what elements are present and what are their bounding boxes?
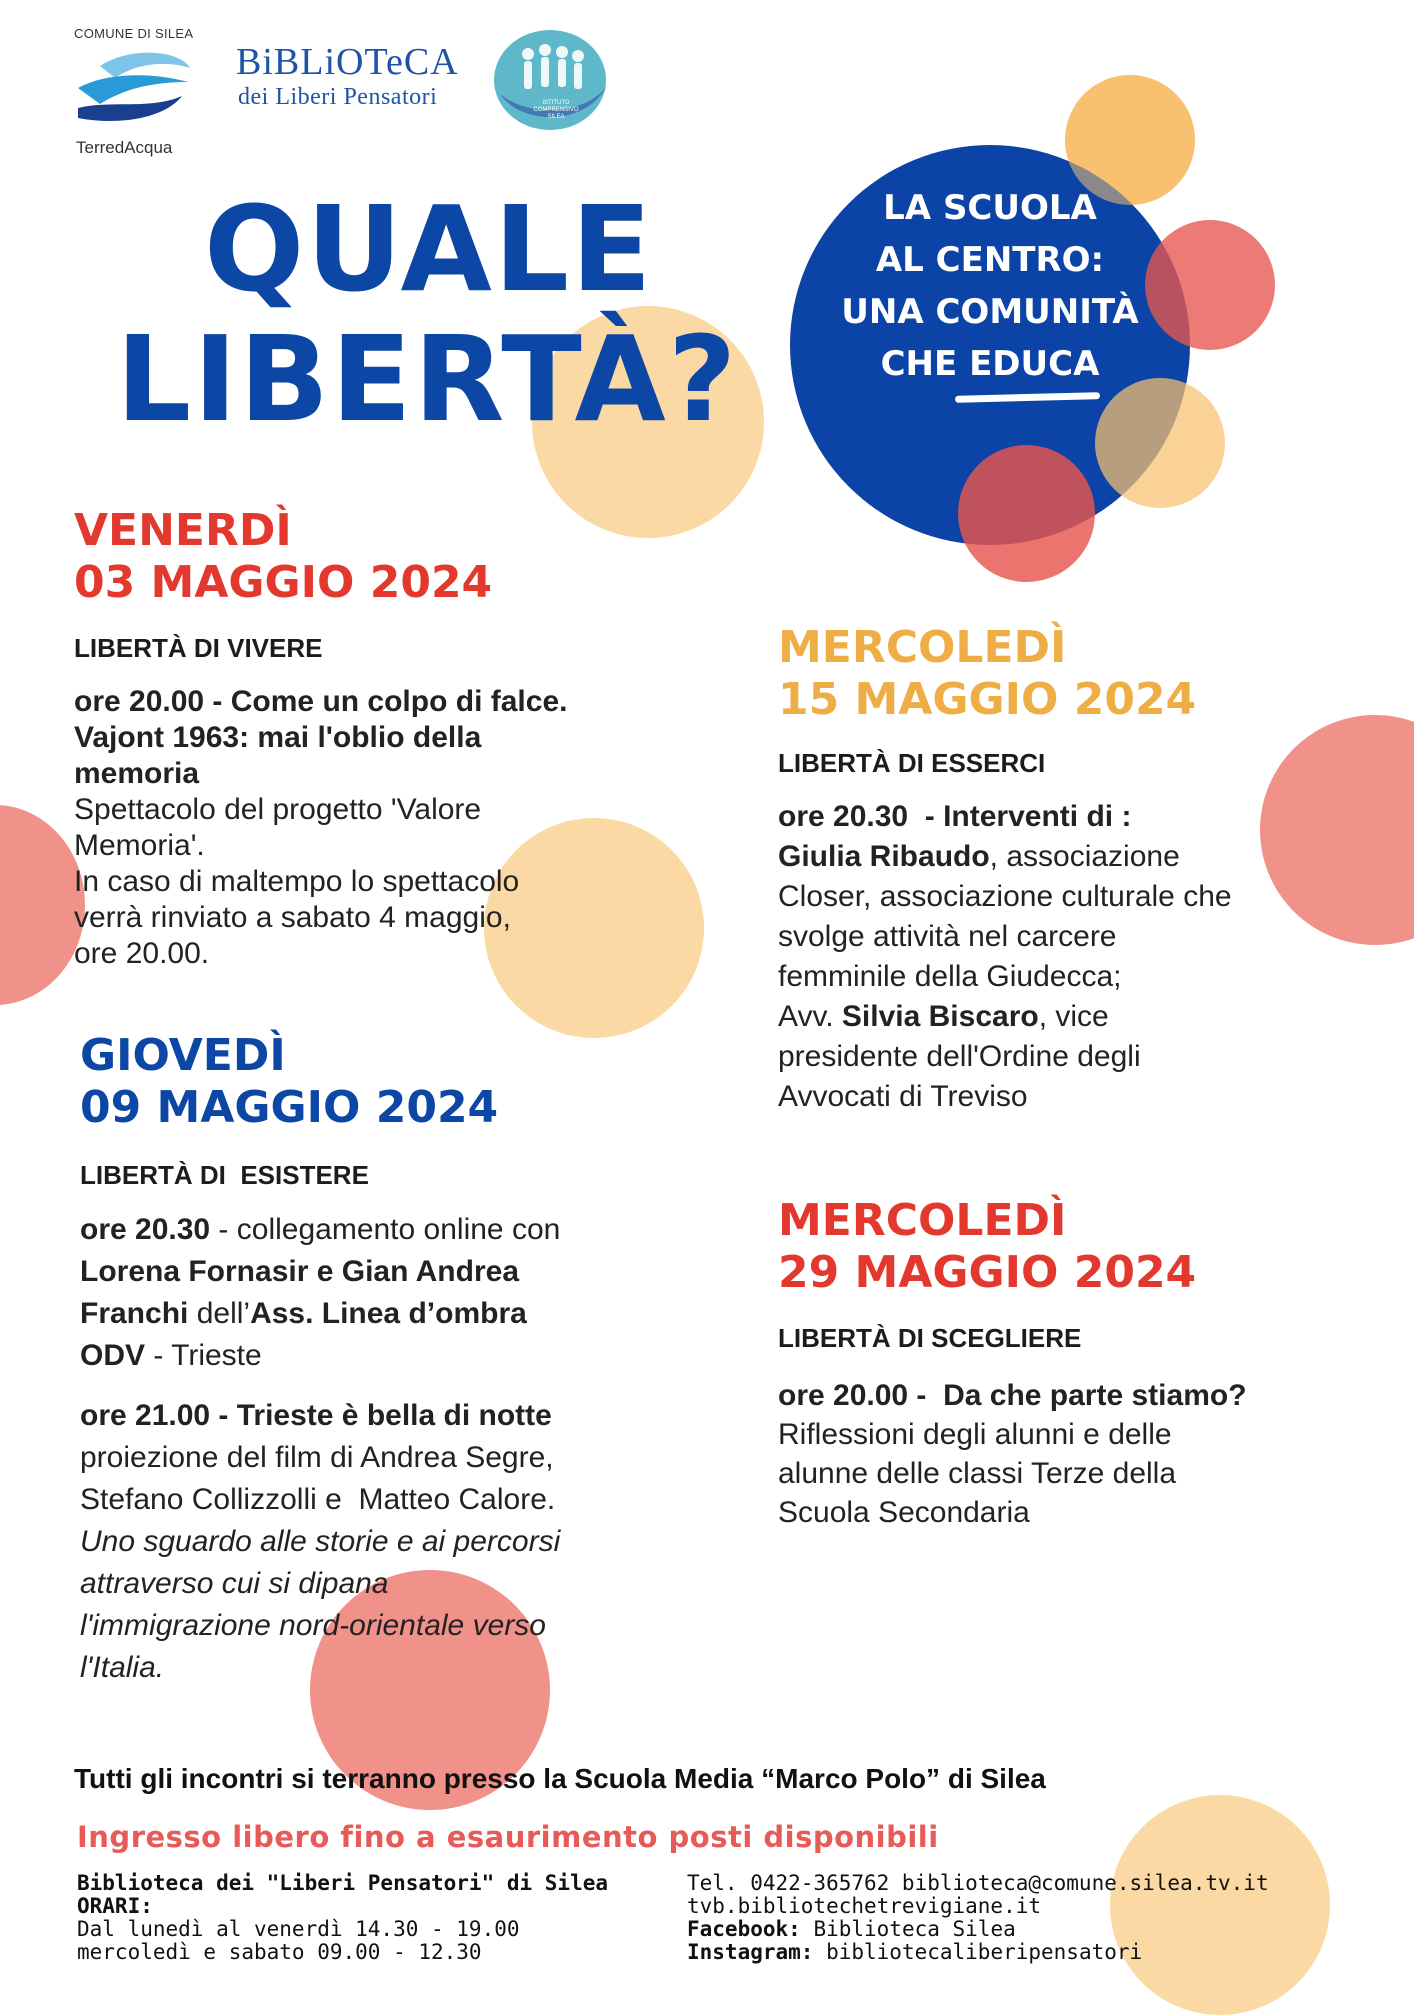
footer-contacts <box>687 1872 1269 1964</box>
event-2-line-5: ore 21.00 - Trieste è bella di notte <box>80 1399 552 1432</box>
footer-hours-label: ORARI: <box>77 1894 153 1918</box>
event-3-details <box>778 797 1398 1117</box>
event-1-date: 03 MAGGIO 2024 <box>74 557 493 608</box>
event-2-line-2: Lorena Fornasir e Gian Andrea <box>80 1255 519 1288</box>
badge-line-4: CHE EDUCA <box>880 344 1100 384</box>
event-3 <box>778 622 1398 1117</box>
footer-instagram-label: Instagram: <box>687 1940 814 1964</box>
logo-comune <box>70 26 210 166</box>
decor-circle-red-badge-bottom <box>958 445 1095 582</box>
event-2-line-4-odv: ODV <box>80 1339 146 1372</box>
logo-comune-name: COMUNE DI SILEA <box>74 26 194 41</box>
footer-website[interactable]: tvb.bibliotechetrevigiane.it <box>687 1894 1042 1918</box>
badge-line-1: LA SCUOLA <box>883 188 1097 228</box>
event-2-time-1: ore 20.30 <box>80 1213 211 1246</box>
event-3-line-1: ore 20.30 - Interventi di : <box>778 800 1132 833</box>
event-3-line-6-pre: Avv. <box>778 1000 842 1033</box>
wave-icon <box>70 48 200 128</box>
event-4-line-4: Scuola Secondaria <box>778 1496 1030 1529</box>
event-3-day: MERCOLEDÌ <box>778 622 1067 673</box>
event-3-line-6-rest: , vice <box>1038 1000 1109 1033</box>
event-1-details <box>74 684 694 972</box>
logo-comune-tagline: TerredAcqua <box>76 138 173 157</box>
logo-istituto-text: ISTITUTO COMPRENSIVO SILEA <box>533 100 579 120</box>
event-2-line-1 <box>80 1209 700 1251</box>
event-4-line-3: alunne delle classi Terze della <box>778 1457 1177 1490</box>
event-4-subtitle: LIBERTÀ DI SCEGLIERE <box>778 1323 1082 1353</box>
page-title-line2: LIBERTÀ? <box>116 310 739 448</box>
footer-facebook-value: Biblioteca Silea <box>800 1917 1016 1941</box>
event-4 <box>778 1195 1398 1532</box>
event-4-day: MERCOLEDÌ <box>778 1195 1067 1246</box>
footer-facebook-label: Facebook: <box>687 1917 801 1941</box>
event-3-line-2-rest: , associazione <box>989 840 1180 873</box>
event-4-date: 29 MAGGIO 2024 <box>778 1247 1197 1298</box>
event-2-line-4 <box>80 1335 700 1377</box>
badge-line-2: AL CENTRO: <box>875 240 1105 280</box>
event-1-day: VENERDÌ <box>74 505 292 556</box>
event-4-details <box>778 1376 1398 1532</box>
decor-circle-pink-left <box>0 805 85 1005</box>
event-1-subtitle: LIBERTÀ DI VIVERE <box>74 633 323 663</box>
event-2-details-a <box>80 1209 700 1377</box>
event-2-details-b <box>80 1395 700 1689</box>
logo-biblioteca-line2: dei Liberi Pensatori <box>238 84 438 110</box>
event-2-day: GIOVEDÌ <box>80 1030 286 1081</box>
event-3-line-4: svolge attività nel carcere <box>778 920 1117 953</box>
event-2-line-3-mid: dell’ <box>188 1297 251 1330</box>
event-2-line-1-rest: - collegamento online con <box>210 1213 561 1246</box>
event-2-line-10: l'immigrazione nord-orientale verso <box>80 1609 546 1642</box>
event-1-line-3: memoria <box>74 757 200 790</box>
footer-phone-email[interactable]: Tel. 0422-365762 biblioteca@comune.silea.tv.it <box>687 1871 1269 1895</box>
decor-circle-yellow-badge <box>1095 378 1225 508</box>
logo-istituto <box>490 24 615 132</box>
event-1-line-6: In caso di maltempo lo spettacolo <box>74 865 520 898</box>
event-2-line-9: attraverso cui si dipana <box>80 1567 389 1600</box>
event-4-line-1: ore 20.00 - Da che parte stiamo? <box>778 1379 1247 1412</box>
badge-line-3: UNA COMUNITÀ <box>841 292 1139 332</box>
event-3-line-7: presidente dell'Ordine degli <box>778 1040 1141 1073</box>
event-2-line-3-name: Franchi <box>80 1297 189 1330</box>
event-1-line-4: Spettacolo del progetto 'Valore <box>74 793 482 826</box>
event-4-line-2: Riflessioni degli alunni e delle <box>778 1418 1172 1451</box>
event-2-date: 09 MAGGIO 2024 <box>80 1082 499 1133</box>
footer-instagram-value: bibliotecaliberipensatori <box>813 1940 1143 1964</box>
event-3-date: 15 MAGGIO 2024 <box>778 674 1197 725</box>
event-2-line-3-assoc: Ass. Linea d’ombra <box>250 1297 527 1330</box>
footer-library-info <box>77 1872 608 1964</box>
footer-hours-weekday: Dal lunedì al venerdì 14.30 - 19.00 <box>77 1917 520 1941</box>
footer-library-name: Biblioteca dei "Liberi Pensatori" di Silea <box>77 1871 609 1895</box>
event-3-line-8: Avvocati di Treviso <box>778 1080 1028 1113</box>
event-3-line-2 <box>778 837 1398 877</box>
footer-instagram[interactable] <box>687 1941 1269 1964</box>
event-2 <box>80 1030 700 1689</box>
footer-hours-weekend: mercoledì e sabato 09.00 - 12.30 <box>77 1940 482 1964</box>
event-1 <box>74 505 694 972</box>
event-1-line-2: Vajont 1963: mai l'oblio della <box>74 721 482 754</box>
logo-biblioteca <box>236 40 466 130</box>
event-3-line-3: Closer, associazione culturale che <box>778 880 1232 913</box>
footer-venue: Tutti gli incontri si terranno presso la Scuola Media “Marco Polo” di Silea <box>74 1763 1046 1794</box>
event-2-subtitle: LIBERTÀ DI ESISTERE <box>80 1160 369 1190</box>
event-2-line-7: Stefano Collizzolli e Matteo Calore. <box>80 1483 556 1516</box>
badge-text <box>790 182 1190 390</box>
footer-facebook[interactable] <box>687 1918 1269 1941</box>
event-3-line-5: femminile della Giudecca; <box>778 960 1122 993</box>
event-2-line-11: l'Italia. <box>80 1651 165 1684</box>
event-1-line-7: verrà rinviato a sabato 4 maggio, <box>74 901 511 934</box>
event-3-speaker-1: Giulia Ribaudo <box>778 840 990 873</box>
event-3-line-6 <box>778 997 1398 1037</box>
event-2-line-8: Uno sguardo alle storie e ai percorsi <box>80 1525 561 1558</box>
logo-biblioteca-line1: BiBLiOTeCA <box>236 41 459 83</box>
event-1-line-8: ore 20.00. <box>74 937 210 970</box>
event-3-speaker-2: Silvia Biscaro <box>841 1000 1039 1033</box>
footer-free-entry: Ingresso libero fino a esaurimento posti disponibili <box>77 1820 939 1854</box>
event-3-subtitle: LIBERTÀ DI ESSERCI <box>778 748 1046 778</box>
event-1-line-1: ore 20.00 - Come un colpo di falce. <box>74 685 568 718</box>
event-2-line-4-rest: - Trieste <box>145 1339 262 1372</box>
page-title-line1: QUALE <box>204 180 654 318</box>
event-1-line-5: Memoria'. <box>74 829 205 862</box>
event-2-line-6: proiezione del film di Andrea Segre, <box>80 1441 554 1474</box>
event-2-line-3 <box>80 1293 700 1335</box>
